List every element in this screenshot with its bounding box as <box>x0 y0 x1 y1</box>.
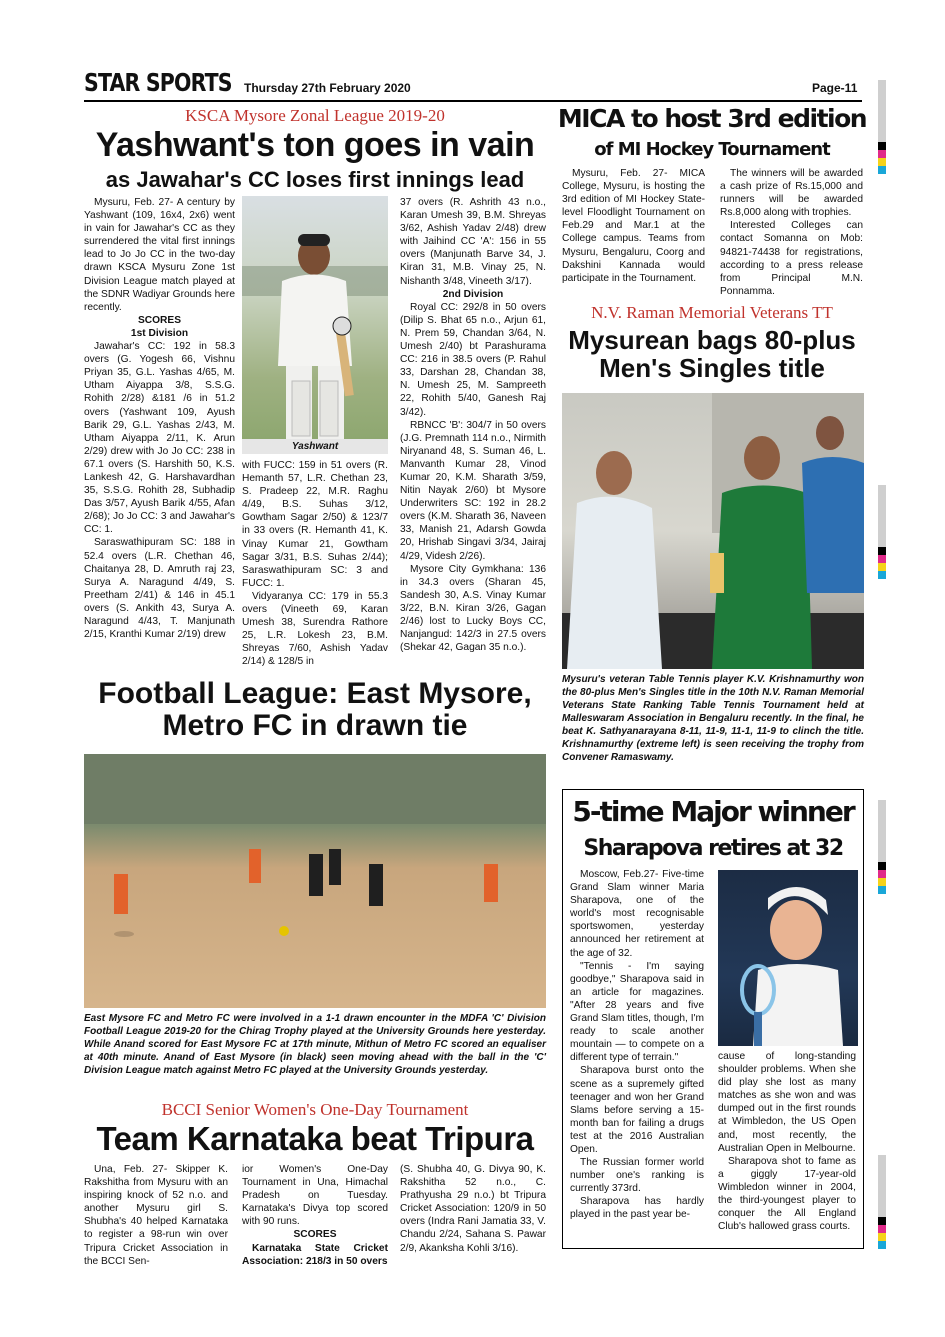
registration-bar-4 <box>878 1155 886 1249</box>
story4-caption: East Mysore FC and Metro FC were involved in a 1-1 drawn encounter in the MDFA 'C' Division Football League 2019-20 for the Chirag Trophy played at the University Grounds here yesterday. While Anand scored for East Mysore FC at 17th minute, Mithun of Metro FC scored an equaliser at 40th minute. Anand of East Mysore (in black) seen moving ahead with the ball in the 'C' Division League match against Metro FC played at the University Grounds yesterday. <box>84 1013 546 1076</box>
story1-col1-para: Mysuru, Feb. 27- A century by Yashwant (109, 16x4, 2x6) went in vain for Jawahar's CC as they surrendered the vital first innings lead to Jo Jo CC in the two-day drawn KSCA Mysuru Zone 1st Division League match played at the SDNR Wadiyar Grounds here recently. <box>84 197 235 313</box>
story5-col1-para: "Tennis - I'm saying goodbye," Sharapova said in an article for magazines. "After 28 years and five Grand Slam titles, though, I'm ready to scale another mountain — to compete on a different type of terrain." <box>570 960 704 1064</box>
reg-yellow <box>878 878 886 886</box>
reg-black <box>878 1217 886 1225</box>
story2-col2-para: Interested Colleges can contact Somanna on Mob: 94821-74438 for registrations, according to a press release from Principal M.N. Ponnamma. <box>720 220 863 297</box>
story6-scores-label: SCORES <box>293 1229 337 1241</box>
story5-col1-para: Sharapova burst onto the scene as a supremely gifted teenager and won her Grand Slams before serving a 15-month ban for failing a drugs test at the 2016 Australian Open. <box>570 1065 704 1155</box>
story2-col2-para: The winners will be awarded a cash prize of Rs.15,000 and runners will be awarded Rs.8,000 along with trophies. <box>720 168 863 219</box>
masthead-rule <box>84 100 862 102</box>
reg-cyan <box>878 1241 886 1249</box>
story5-col1-para: Moscow, Feb.27- Five-time Grand Slam winner Maria Sharapova, one of the world's most recognisable sportswomen, yesterday announced her retirement at the age of 32. <box>570 869 704 959</box>
reg-cyan <box>878 886 886 894</box>
story1-col3-para: 37 overs (R. Ashrith 43 n.o., Karan Umesh 39, B.M. Shreyas 3/62, Ashish Yadav 2/48) drew with Jaihind CC 'A': 156 in 55 overs (Manjunath Barve 34, J. Kiran 31, M.B. Vinay 25, N. Nishanth 3/48, Vineeth 3/17). <box>400 197 546 287</box>
story1-col3 <box>400 196 546 654</box>
yashwant-caption: Yashwant <box>242 439 388 454</box>
registration-bar-2 <box>878 485 886 579</box>
story3-caption: Mysuru's veteran Table Tennis player K.V. Krishnamurthy won the 80-plus Men's Singles title in the 10th N.V. Raman Memorial Veterans State Ranking Table Tennis Tournament held at Malleswaram Association in Bengaluru recently. In the final, he beat K. Sathyanarayana 8-11, 11-9, 11-1, 11-9 to clinch the title. Krishnamurthy (extreme left) is seen receiving the trophy from Convener Ramaswamy. <box>562 674 864 763</box>
story1-col3-para: RBNCC 'B': 304/7 in 50 overs (J.G. Premnath 114 n.o., Nirmith Niryanand 48, S. Suman 46, L. Manvanth Kumar 28, Vinod Kumar 20, K.M. Sharath 3/59, Nitin Nayak 2/60) bt Mysore Underwriters SC: 192 in 28.2 overs (K.M. Sharath 36, Naveen 33, Manish 21, Adarsh Gowda 20, Hrishab Singavi 3/34, Jairaj 4/29, Videsh 2/26). <box>400 419 546 562</box>
story6-col2-para: Karnataka State Cricket Association: 218/3 in 50 overs <box>242 1242 388 1267</box>
reg-magenta <box>878 870 886 878</box>
story1-col2 <box>242 459 388 669</box>
story5-col1 <box>570 868 704 1222</box>
story5-col1-para: The Russian former world number one's ranking is currently 373rd. <box>570 1157 704 1195</box>
registration-bar-3 <box>878 800 886 894</box>
reg-magenta <box>878 150 886 158</box>
reg-black <box>878 547 886 555</box>
story2-col1 <box>562 167 705 285</box>
reg-yellow <box>878 158 886 166</box>
reg-gray <box>878 80 886 142</box>
story1-col1-para: Jawahar's CC: 192 in 58.3 overs (G. Yogesh 66, Vishnu Priyan 35, G.L. Yashas 4/65, M. Utham Aiyappa 3/8, S.S.G. Rohith 2/28) &181 /6 in 51.2 overs (Yashwant 109, Ayush Barik 29, G.L. Yashas 2/43, M. Utham Aiyappa 2/11, K. Arun 2/29) drew with Jo Jo CC: 238 in 67.1 overs (S. Harshith 50, K.S. Lankesh 42, G. Harshavardhan 35, S.S.G. Rohith 28, Subhadip Das 3/57, Ayush Barik 4/55, Afan 2/68); Jo Jo CC: 3 and Jawahar's CC: 1. <box>84 341 235 536</box>
reg-gray <box>878 485 886 547</box>
story1-col3-para: Mysore City Gymkhana: 136 in 34.3 overs (Sharan 45, Sandesh 30, A.S. Vinay Kumar 3/22, B.N. Kiran 3/26, Gagan 2/46) lost to Lucky Boys CC, Nanjangud: 142/3 in 27.5 overs (Shekar 42, Gagan 35 n.o.). <box>400 563 546 654</box>
story5-subhead: Sharapova retires at 32 <box>583 836 843 861</box>
story2-subhead: of MI Hockey Tournament <box>594 139 830 160</box>
story1-col2-para: Vidyaranya CC: 179 in 55.3 overs (Vineeth 69, Karan Umesh 38, Surendra Rathore 25, L.R. Lokesh 23, B.M. Shreyas 7/60, Ashish Yadav 2/14) & 128/5 in <box>242 590 388 668</box>
story6-col2-para: ior Women's One-Day Tournament in Una, Himachal Pradesh on Tuesday. Karnataka's Divya top scored with 90 runs. <box>242 1164 388 1228</box>
reg-gray <box>878 800 886 862</box>
masthead-date: Thursday 27th February 2020 <box>244 81 411 95</box>
story6-col3 <box>400 1163 546 1255</box>
story1-scores-label: SCORES <box>137 314 182 326</box>
story1-division2-label: 2nd Division <box>442 288 504 300</box>
story5-col2-para: Sharapova shot to fame as a giggly 17-year-old Wimbledon winner in 2004, the third-youngest player to conquer the All England Club's hallowed grass courts. <box>718 1155 856 1233</box>
reg-cyan <box>878 166 886 174</box>
sharapova-photo <box>718 870 858 1046</box>
page-number: Page-11 <box>812 81 858 95</box>
story2-col1-para: Mysuru, Feb. 27- MICA College, Mysuru, is hosting the 3rd edition of MI Hockey State-level Floodlight Tournament on Feb.29 and Mar.1 at the College campus. Teams from Mysuru, Bengaluru, Coorg and Dakshini Kannada would participate in the Tournament. <box>562 168 705 284</box>
yashwant-photo <box>242 196 388 439</box>
story5-headline: 5-time Major winner <box>572 795 854 828</box>
registration-bar-1 <box>878 80 886 174</box>
masthead-title: STAR SPORTS <box>84 68 232 97</box>
story2-headline: MICA to host 3rd edition <box>557 104 867 133</box>
story3-headline: Mysurean bags 80-plus Men's Singles title <box>568 325 856 384</box>
story1-headline: Yashwant's ton goes in vain <box>95 126 535 164</box>
story6-col1 <box>84 1163 228 1268</box>
story1-subhead: as Jawahar's CC loses first innings lead <box>105 167 525 192</box>
reg-magenta <box>878 555 886 563</box>
story1-division-label: 1st Division <box>130 327 189 339</box>
story5-col2 <box>718 1050 856 1233</box>
story1-col1-para: Saraswathipuram SC: 188 in 52.4 overs (L.R. Chethan 46, Chaitanya 28, D. Amruth raj 23, Surya A. Naragund 4/49, S. Preetham 2/41) & 146 in 45.1 overs (S. Ankith 43, Surya A. Naragund 4/43, T. Manjunath 2/15, Kranthi Kumar 2/19) drew <box>84 537 235 641</box>
reg-yellow <box>878 1233 886 1241</box>
story5-col2-para: cause of long-standing shoulder problems. When she did play she lost as many matches as she won and was dumped out in the first rounds at Wimbledon, the US Open and, most recently, the Australian Open in Melbourne. <box>718 1051 856 1154</box>
story6-col2 <box>242 1163 388 1268</box>
tt-photo <box>562 393 864 669</box>
story3-kicker: N.V. Raman Memorial Veterans TT <box>591 303 833 322</box>
story6-col1-para: Una, Feb. 27- Skipper K. Rakshitha from Mysuru with an inspiring knock of 52 n.o. and another Mysuru girl S. Shubha's 40 helped Karnataka to register a 98-run win over Tripura Cricket Association in the BCCI Sen- <box>84 1164 228 1267</box>
story4-headline: Football League: East Mysore, Metro FC in drawn tie <box>98 677 532 743</box>
reg-magenta <box>878 1225 886 1233</box>
story5-col1-para: Sharapova has hardly played in the past year be- <box>570 1196 704 1221</box>
reg-cyan <box>878 571 886 579</box>
reg-yellow <box>878 563 886 571</box>
reg-gray <box>878 1155 886 1217</box>
story2-col2 <box>720 167 863 298</box>
football-photo <box>84 754 546 1008</box>
story6-col3-para: (S. Shubha 40, G. Divya 90, K. Rakshitha 52 n.o., C. Prathyusha 29 n.o.) bt Tripura Cricket Association: 120/9 in 50 overs (Indra Rani Jamatia 33, V. Chandu 2/24, Sahana S. Pawar 2/9, Akanksha Kohli 3/16). <box>400 1164 546 1254</box>
story6-headline: Team Karnataka beat Tripura <box>96 1120 534 1157</box>
story6-kicker: BCCI Senior Women's One-Day Tournament <box>161 1100 469 1119</box>
story1-col1 <box>84 196 235 641</box>
story1-col3-para: Royal CC: 292/8 in 50 overs (Dilip S. Bhat 65 n.o., Arjun 61, N. Prem 59, Chandan 3/64, N. Umesh 2/40) bt Parashurama CC: 216 in 38.5 overs (P. Rahul 33, Darshan 28, Chandan 38, N. Umesh 25, M. Sampreeth 22, Rohith 5/40, Ganesh Raj 3/42). <box>400 301 546 418</box>
reg-black <box>878 142 886 150</box>
story1-col2-para: with FUCC: 159 in 51 overs (R. Hemanth 57, L.R. Chethan 23, S. Pradeep 22, M.R. Raghu 4/49, B.S. Suhas 3/12, Gowtham Sagar 2/50) & 123/7 in 33 overs (R. Hemanth 41, K. Vinay Kumar 21, Gowtham Sagar 3/31, B.S. Suhas 2/44); Saraswathipuram SC: 3 and FUCC: 1. <box>242 460 388 589</box>
reg-black <box>878 862 886 870</box>
story1-kicker: KSCA Mysore Zonal League 2019-20 <box>185 106 445 125</box>
